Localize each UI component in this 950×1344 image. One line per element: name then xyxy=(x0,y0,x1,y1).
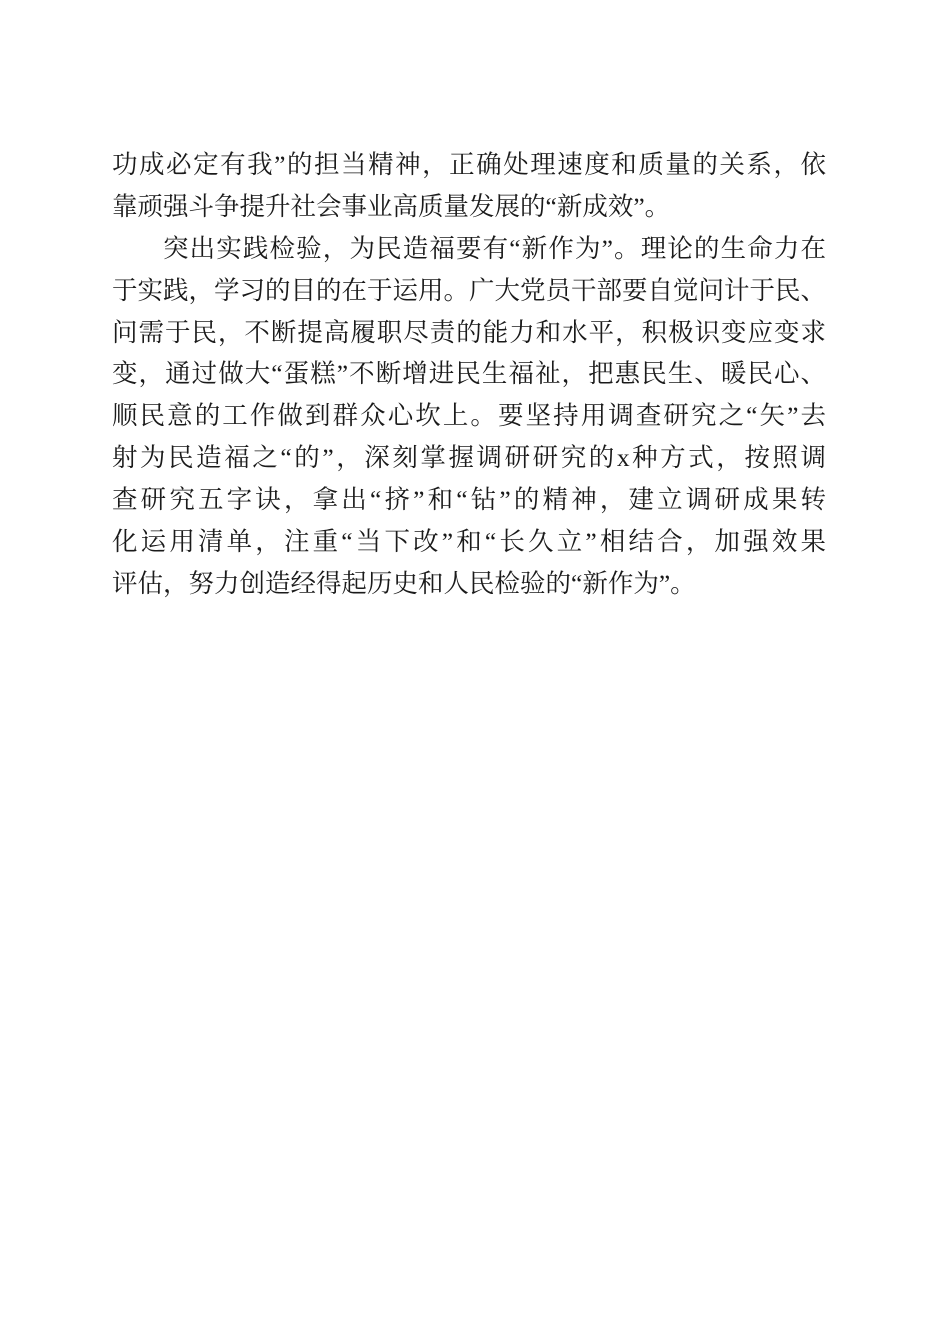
text-line: 于实践，学习的目的在于运用。广大党员干部要自觉问计于民、 xyxy=(112,275,827,305)
document-text-block xyxy=(112,144,826,605)
text-line: 靠顽强斗争提升社会事业高质量发展的“新成效”。 xyxy=(112,191,671,221)
text-line: 功成必定有我”的担当精神，正确处理速度和质量的关系，依 xyxy=(112,150,826,179)
text-line: 变，通过做大“蛋糕”不断增进民生福祉，把惠民生、暖民心、 xyxy=(112,359,826,389)
text-line: 顺民意的工作做到群众心坎上。要坚持用调查研究之“矢”去 xyxy=(112,401,826,431)
text-line: 化运用清单，注重“当下改”和“长久立”相结合，加强效果 xyxy=(112,527,826,557)
text-line: 查研究五字诀，拿出“挤”和“钻”的精神，建立调研成果转 xyxy=(112,485,826,515)
text-line: 射为民造福之“的”，深刻掌握调研研究的x种方式，按照调 xyxy=(112,443,826,473)
text-line: 突出实践检验，为民造福要有“新作为”。理论的生命力在 xyxy=(163,233,826,263)
text-line: 问需于民，不断提高履职尽责的能力和水平，积极识变应变求 xyxy=(112,317,826,347)
text-line: 评估，努力创造经得起历史和人民检验的“新作为”。 xyxy=(112,568,696,598)
